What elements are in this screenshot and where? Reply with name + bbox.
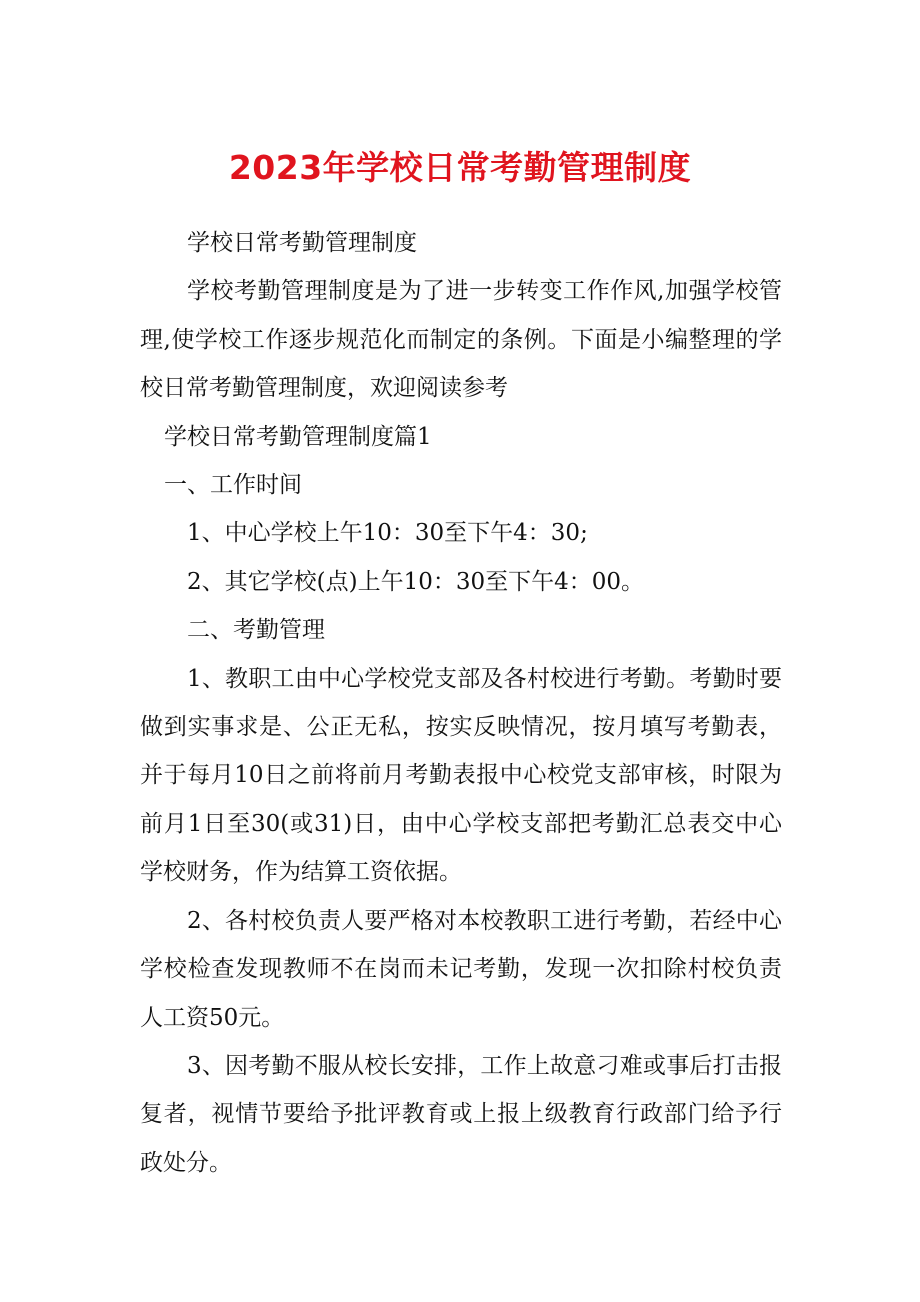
paragraph-attendance-item-2: 2、各村校负责人要严格对本校教职工进行考勤，若经中心学校检查发现教师不在岗而未记考勤，发现一次扣除村校负责人工资50元。 xyxy=(140,907,782,1031)
paragraph-section-title: 学校日常考勤管理制度篇1 xyxy=(164,423,432,450)
paragraph-intro: 学校考勤管理制度是为了进一步转变工作作风,加强学校管理,使学校工作逐步规范化而制定的条例。下面是小编整理的学校日常考勤管理制度，欢迎阅读参考 xyxy=(140,278,782,402)
document-title: 2023年学校日常考勤管理制度 xyxy=(228,148,692,187)
paragraph-heading: 学校日常考勤管理制度 xyxy=(187,230,417,256)
paragraph-work-time-heading: 一、工作时间 xyxy=(164,472,302,499)
paragraph-attendance-heading: 二、考勤管理 xyxy=(187,617,325,644)
paragraph-attendance-item-1: 1、教职工由中心学校党支部及各村校进行考勤。考勤时要做到实事求是、公正无私，按实反映情况，按月填写考勤表，并于每月10日之前将前月考勤表报中心校党支部审核，时限为前月1日至30(或31)日，由中心学校支部把考勤汇总表交中心学校财务，作为结算工资依据。 xyxy=(140,665,782,886)
paragraph-work-time-item-1: 1、中心学校上午10：30至下午4：30; xyxy=(187,520,588,547)
document-body xyxy=(140,219,782,1187)
paragraph-work-time-item-2: 2、其它学校(点)上午10：30至下午4：00。 xyxy=(187,568,645,595)
paragraph-attendance-item-3: 3、因考勤不服从校长安排，工作上故意刁难或事后打击报复者，视情节要给予批评教育或上报上级教育行政部门给予行政处分。 xyxy=(140,1052,782,1176)
